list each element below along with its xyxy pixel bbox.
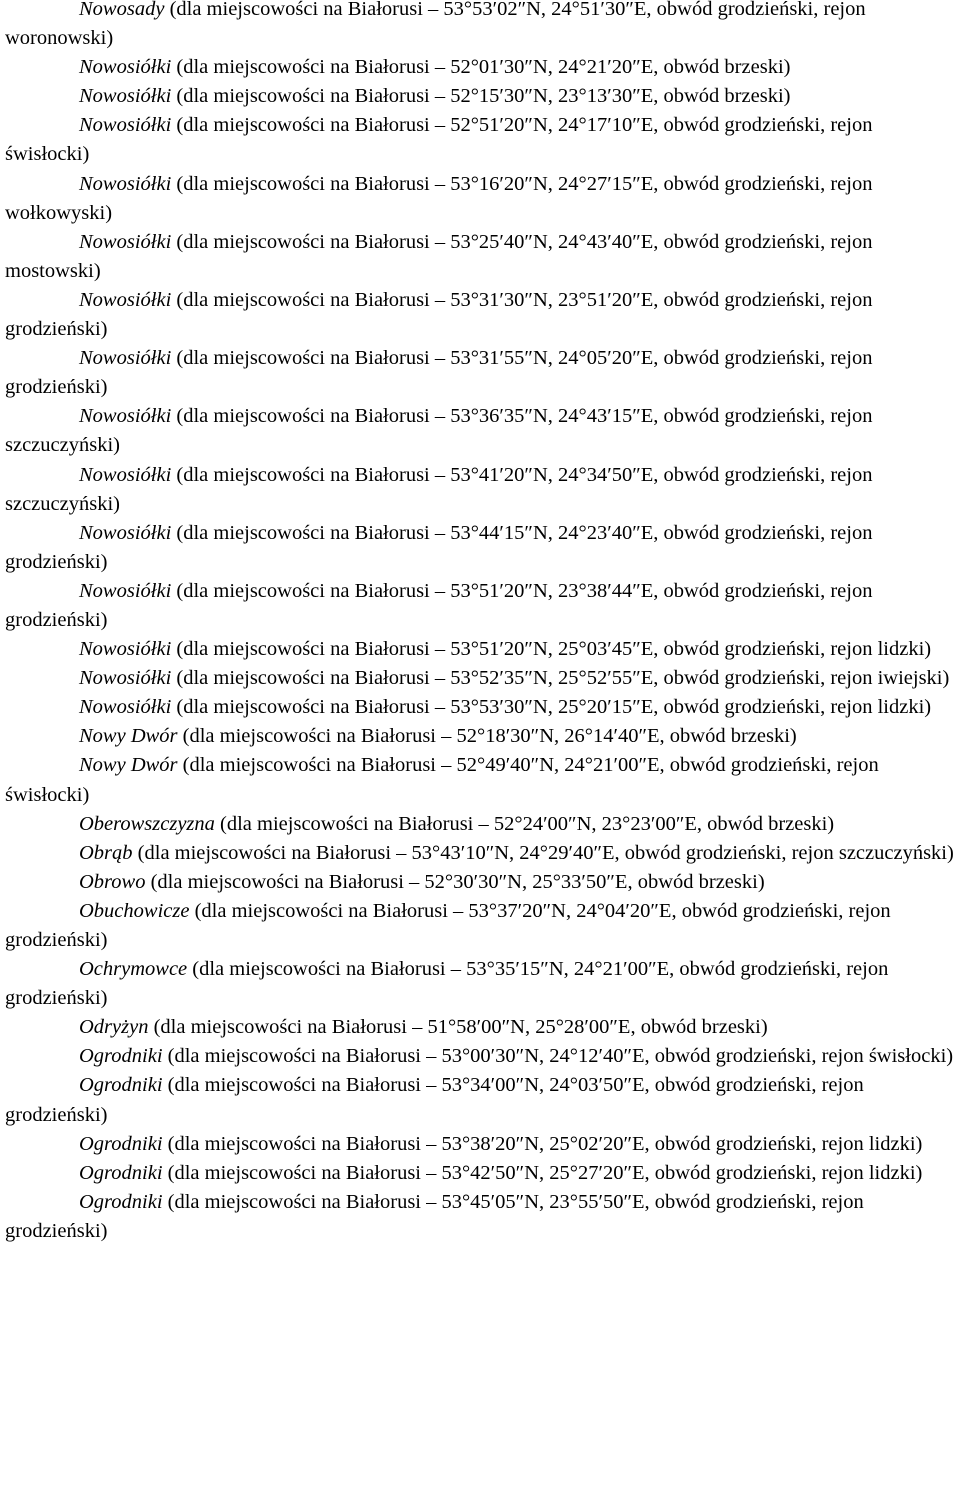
place-name: Nowosiółki <box>79 114 172 137</box>
list-item <box>5 839 954 868</box>
list-item <box>5 1013 954 1042</box>
place-name: Nowosiółki <box>79 230 172 253</box>
place-description: (dla miejscowości na Białorusi – 53°38′20″N, 25°02′20″E, obwód grodzieński, rejon lidzki) <box>162 1132 923 1155</box>
place-name: Nowy Dwór <box>79 725 178 748</box>
place-description: (dla miejscowości na Białorusi – 53°51′20″N, 25°03′45″E, obwód grodzieński, rejon lidzki) <box>171 638 932 661</box>
place-description: (dla miejscowości na Białorusi – 53°42′50″N, 25°27′20″E, obwód grodzieński, rejon lidzki) <box>162 1161 923 1184</box>
place-description: (dla miejscowości na Białorusi – 53°52′35″N, 25°52′55″E, obwód grodzieński, rejon iwiejski) <box>171 667 950 690</box>
list-item <box>5 0 954 53</box>
place-name: Nowosiółki <box>79 696 172 719</box>
place-description: (dla miejscowości na Białorusi – 53°44′15″N, 24°23′40″E, obwód grodzieński, rejon grodzieński) <box>5 521 873 573</box>
place-name: Nowosiółki <box>79 579 172 602</box>
place-description: (dla miejscowości na Białorusi – 53°43′10″N, 24°29′40″E, obwód grodzieński, rejon szczuczyński) <box>132 841 954 864</box>
list-item <box>5 461 954 519</box>
list-item <box>5 751 954 809</box>
place-name: Nowosiółki <box>79 85 172 108</box>
place-name: Ogrodniki <box>79 1190 163 1213</box>
list-item <box>5 635 954 664</box>
place-name: Obrowo <box>79 870 146 893</box>
place-name: Nowy Dwór <box>79 754 178 777</box>
place-name: Oberowszczyzna <box>79 812 215 835</box>
place-description: (dla miejscowości na Białorusi – 53°51′20″N, 23°38′44″E, obwód grodzieński, rejon grodzieński) <box>5 579 873 631</box>
place-name: Obuchowicze <box>79 899 190 922</box>
list-item <box>5 82 954 111</box>
place-name: Nowosiółki <box>79 347 172 370</box>
place-description: (dla miejscowości na Białorusi – 53°00′30″N, 24°12′40″E, obwód grodzieński, rejon świsłocki) <box>162 1045 954 1068</box>
place-name: Nowosiółki <box>79 56 172 79</box>
place-description: (dla miejscowości na Białorusi – 52°15′30″N, 23°13′30″E, obwód brzeski) <box>171 85 791 108</box>
list-item <box>5 955 954 1013</box>
list-item <box>5 344 954 402</box>
list-item <box>5 111 954 169</box>
place-description: (dla miejscowości na Białorusi – 53°37′20″N, 24°04′20″E, obwód grodzieński, rejon grodzieński) <box>5 899 891 951</box>
list-item <box>5 170 954 228</box>
list-item <box>5 1071 954 1129</box>
list-item <box>5 693 954 722</box>
place-description: (dla miejscowości na Białorusi – 53°31′30″N, 23°51′20″E, obwód grodzieński, rejon grodzieński) <box>5 288 873 341</box>
place-description: (dla miejscowości na Białorusi – 52°01′30″N, 24°21′20″E, obwód brzeski) <box>171 56 791 79</box>
place-name: Ogrodniki <box>79 1161 163 1184</box>
list-item <box>5 402 954 460</box>
place-description: (dla miejscowości na Białorusi – 53°36′35″N, 24°43′15″E, obwód grodzieński, rejon szczuczyński) <box>5 405 873 457</box>
list-item <box>5 897 954 955</box>
list-item <box>5 519 954 577</box>
place-description: (dla miejscowości na Białorusi – 52°18′30″N, 26°14′40″E, obwód brzeski) <box>177 725 797 748</box>
place-description: (dla miejscowości na Białorusi – 53°41′20″N, 24°34′50″E, obwód grodzieński, rejon szczuczyński) <box>5 463 873 515</box>
place-name: Obrąb <box>79 841 133 864</box>
list-item <box>5 1130 954 1159</box>
list-item <box>5 722 954 751</box>
place-description: (dla miejscowości na Białorusi – 53°16′20″N, 24°27′15″E, obwód grodzieński, rejon wołkowyski) <box>5 172 873 224</box>
place-description: (dla miejscowości na Białorusi – 52°24′00″N, 23°23′00″E, obwód brzeski) <box>214 812 835 835</box>
place-description: (dla miejscowości na Białorusi – 53°34′00″N, 24°03′50″E, obwód grodzieński, rejon grodzieński) <box>5 1074 864 1126</box>
place-name: Nowosiółki <box>79 172 172 195</box>
list-item <box>5 577 954 635</box>
place-name: Nowosiółki <box>79 638 172 661</box>
place-description: (dla miejscowości na Białorusi – 52°51′20″N, 24°17′10″E, obwód grodzieński, rejon świsłocki) <box>5 114 873 166</box>
list-item <box>5 53 954 82</box>
place-name: Odryżyn <box>79 1016 149 1039</box>
list-item <box>5 286 954 344</box>
list-item <box>5 664 954 693</box>
place-name: Ogrodniki <box>79 1074 163 1097</box>
place-description: (dla miejscowości na Białorusi – 53°53′30″N, 25°20′15″E, obwód grodzieński, rejon lidzki) <box>171 696 932 719</box>
place-description: (dla miejscowości na Białorusi – 53°25′40″N, 24°43′40″E, obwód grodzieński, rejon mostowski) <box>5 230 873 282</box>
place-description: (dla miejscowości na Białorusi – 52°49′40″N, 24°21′00″E, obwód grodzieński, rejon świsłocki) <box>5 754 879 806</box>
place-description: (dla miejscowości na Białorusi – 53°53′02″N, 24°51′30″E, obwód grodzieński, rejon woronowski) <box>5 0 866 50</box>
place-description: (dla miejscowości na Białorusi – 51°58′00″N, 25°28′00″E, obwód brzeski) <box>148 1016 768 1039</box>
place-name: Nowosiółki <box>79 288 172 311</box>
place-name: Ochrymowce <box>79 958 188 981</box>
place-name: Ogrodniki <box>79 1132 163 1155</box>
place-name: Nowosiółki <box>79 405 172 428</box>
list-item <box>5 868 954 897</box>
list-item <box>5 228 954 286</box>
list-item <box>5 1042 954 1071</box>
place-name: Nowosiółki <box>79 667 172 690</box>
list-item <box>5 810 954 839</box>
place-description: (dla miejscowości na Białorusi – 53°35′15″N, 24°21′00″E, obwód grodzieński, rejon grodzieński) <box>5 958 889 1010</box>
list-item <box>5 1188 954 1246</box>
place-name: Nowosady <box>79 0 165 20</box>
place-name: Nowosiółki <box>79 463 172 486</box>
list-item <box>5 1159 954 1188</box>
place-description: (dla miejscowości na Białorusi – 53°31′55″N, 24°05′20″E, obwód grodzieński, rejon grodzieński) <box>5 347 873 399</box>
place-description: (dla miejscowości na Białorusi – 53°45′05″N, 23°55′50″E, obwód grodzieński, rejon grodzieński) <box>5 1190 864 1242</box>
place-description: (dla miejscowości na Białorusi – 52°30′30″N, 25°33′50″E, obwód brzeski) <box>145 870 765 893</box>
place-name: Nowosiółki <box>79 521 172 544</box>
place-name: Ogrodniki <box>79 1045 163 1068</box>
